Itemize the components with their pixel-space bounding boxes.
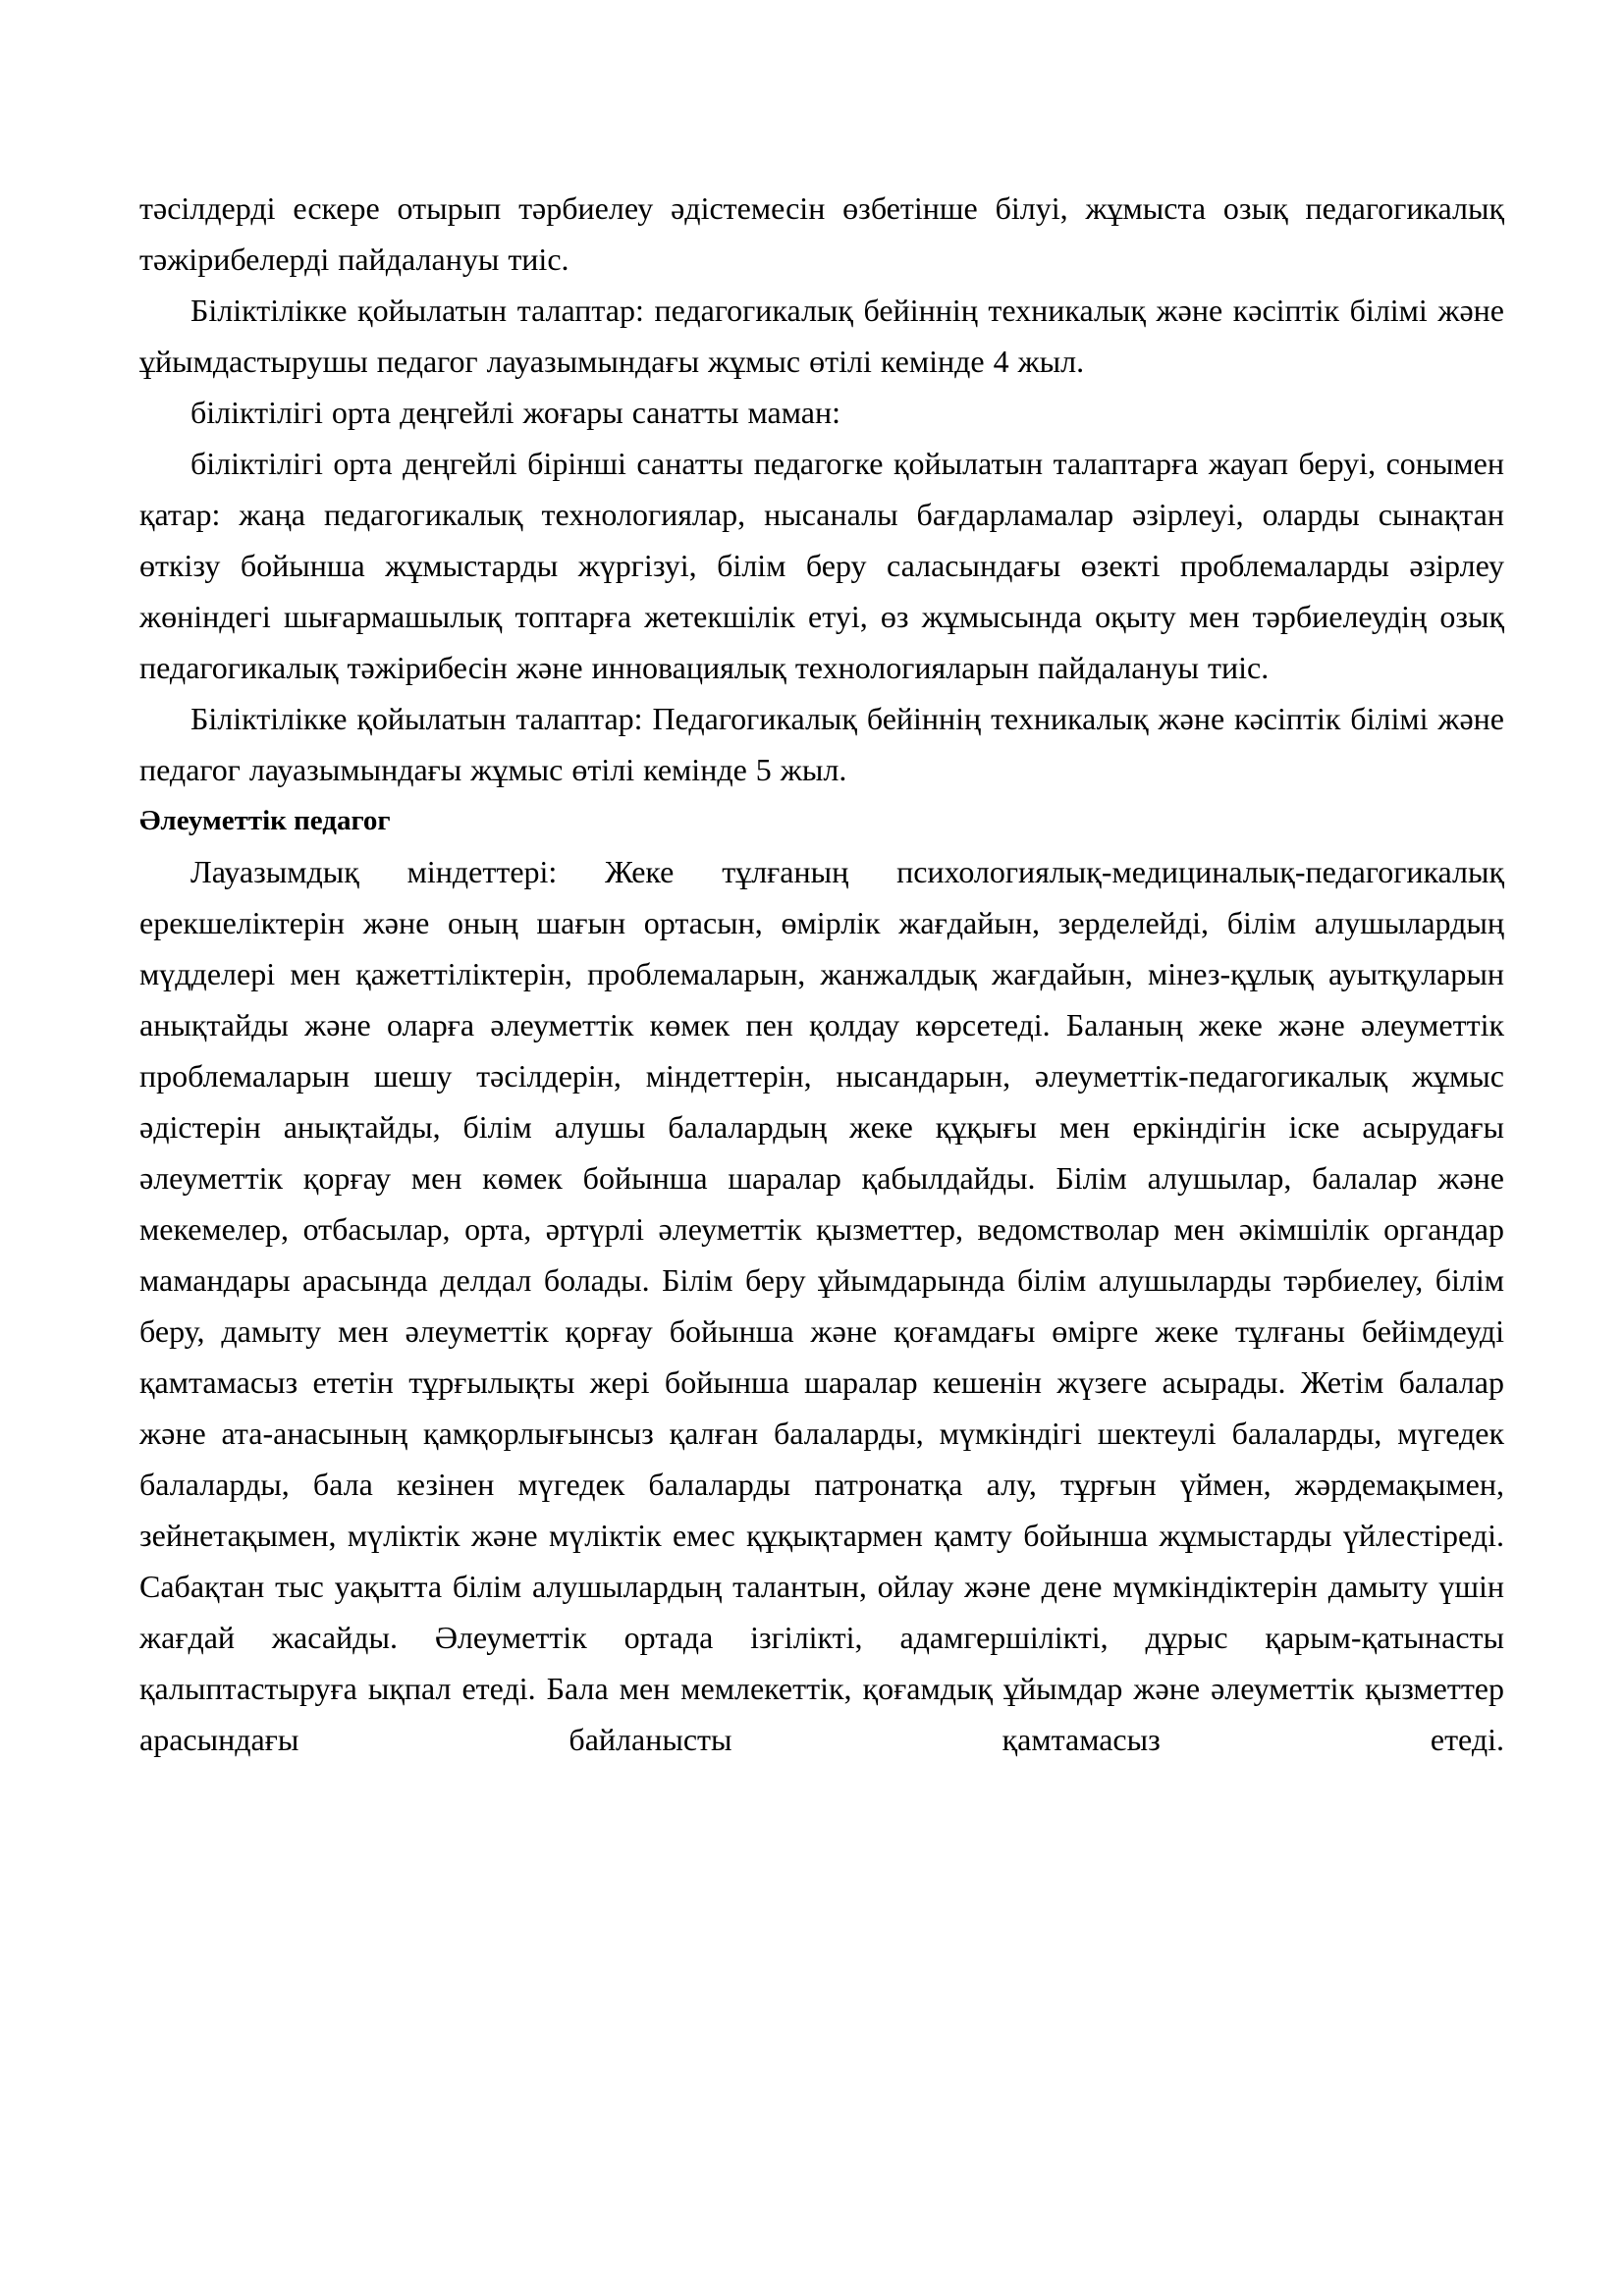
paragraph-qualification-requirements-4-years: Біліктілікке қойылатын талаптар: педагогикалық бейіннің техникалық және кәсіптік білімі және ұйымдастырушы педагог лауазымындағы жұмыс өтілі кемінде 4 жыл. xyxy=(139,293,1504,379)
paragraph-job-duties: Лауазымдық міндеттері: Жеке тұлғаның психологиялық-медициналық-педагогикалық ерекшеліктерін және оның шағын ортасын, өмірлік жағдайын, зерделейді, білім алушылардың мүдделері мен қажеттіліктерін, проблемаларын, жанжалдық жағдайын, мінез-құлық ауытқуларын анықтайды және оларға әлеуметтік көмек пен қолдау көрсетеді. Баланың жеке және әлеуметтік проблемаларын шешу тәсілдерін, міндеттерін, нысандарын, әлеуметтік-педагогикалық жұмыс әдістерін анықтайды, білім алушы балалардың жеке құқығы мен еркіндігін іске асырудағы әлеуметтік қорғау мен көмек бойынша шаралар қабылдайды. Білім алушылар, балалар және мекемелер, отбасылар, орта, әртүрлі әлеуметтік қызметтер, ведомстволар мен әкімшілік органдар мамандары арасында делдал болады. Білім беру ұйымдарында білім алушыларды тәрбиелеу, білім беру, дамыту мен әлеуметтік қорғау бойынша және қоғамдағы өмірге жеке тұлғаны бейімдеуді қамтамасыз ететін тұрғылықты жері бойынша шаралар кешенін жүзеге асырады. Жетім балалар және ата-анасының қамқорлығынсыз қалған балаларды, мүмкіндігі шектеулі балаларды, мүгедек балаларды, бала кезінен мүгедек балаларды патронатқа алу, тұрғын үймен, жәрдемақымен, зейнетақымен, мүліктік және мүліктік емес құқықтармен қамту бойынша жұмыстарды үйлестіреді. Сабақтан тыс уақытта білім алушылардың талантын, ойлау және дене мүмкіндіктерін дамыту үшін жағдай жасайды. Әлеуметтік ортада ізгілікті, адамгершілікті, дұрыс қарым-қатынасты қалыптастыруға ықпал етеді. Бала мен мемлекеттік, қоғамдық ұйымдар және әлеуметтік қызметтер арасындағы байланысты қамтамасыз етеді. xyxy=(139,854,1504,1757)
section-heading-social-pedagog: Әлеуметтік педагог xyxy=(139,805,391,836)
paragraph-qualification-requirements-5-years: Біліктілікке қойылатын талаптар: Педагогикалық бейіннің техникалық және кәсіптік білімі және педагог лауазымындағы жұмыс өтілі кемінде 5 жыл. xyxy=(139,701,1504,787)
paragraph-mid-level-first-category: біліктілігі орта деңгейлі бірінші санатты педагогке қойылатын талаптарға жауап беруі, сонымен қатар: жаңа педагогикалық технологиялар, нысаналы бағдарламалар әзірлеуі, оларды сынақтан өткізу бойынша жұмыстарды жүргізуі, білім беру саласындағы өзекті проблемаларды әзірлеу жөніндегі шығармашылық топтарға жетекшілік етуі, өз жұмысында оқыту мен тәрбиелеудің озық педагогикалық тәжірибесін және инновациялық технологияларын пайдалануы тиіс. xyxy=(139,446,1504,685)
paragraph-mid-level-highest-category: біліктілігі орта деңгейлі жоғары санатты маман: xyxy=(190,395,840,430)
paragraph-continuation-top: тәсілдерді ескере отырып тәрбиелеу әдістемесін өзбетінше білуі, жұмыста озық педагогикалық тәжірибелерді пайдалануы тиіс. xyxy=(139,190,1504,277)
